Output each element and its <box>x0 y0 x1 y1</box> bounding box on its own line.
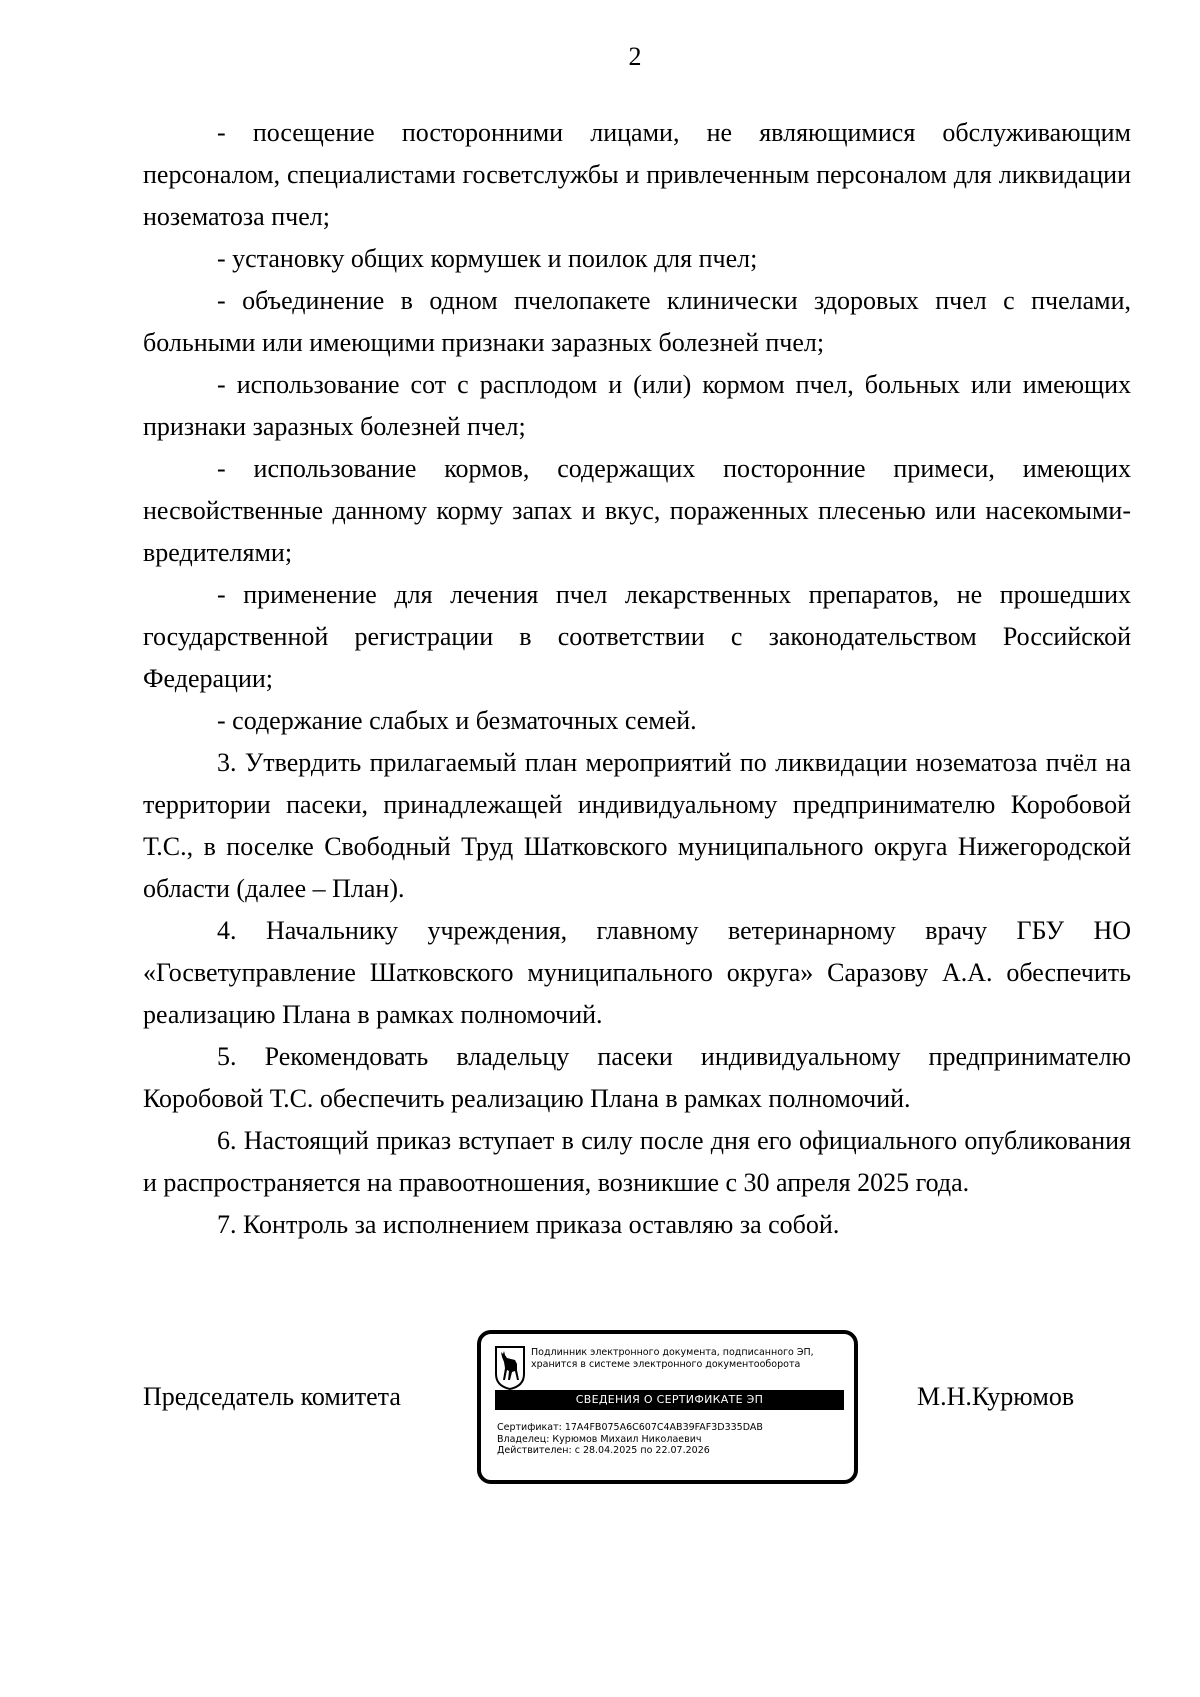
paragraph-ban-combs: - использование сот с расплодом и (или) кормом пчел, больных или имеющих признаки заразных болезней пчел; <box>143 370 1131 441</box>
signatory-name: М.Н.Курюмов <box>917 1382 1075 1411</box>
document-body <box>143 112 1131 1246</box>
paragraph-item-6: 6. Настоящий приказ вступает в силу после дня его официального опубликования и распространяется на правоотношения, возникшие с 30 апреля 2025 года. <box>143 1126 1131 1197</box>
stamp-notice <box>531 1347 851 1371</box>
certificate-validity: Действителен: с 28.04.2025 по 22.07.2026 <box>497 1445 710 1456</box>
stamp-header: СВЕДЕНИЯ О СЕРТИФИКАТЕ ЭП <box>495 1390 844 1410</box>
page-number: 2 <box>628 42 642 71</box>
paragraph-item-3: 3. Утвердить прилагаемый план мероприятий по ликвидации нозематоза пчёл на территории пасеки, принадлежащей индивидуальному предпринимателю Коробовой Т.С., в поселке Свободный Труд Шатковского муниципального округа Нижегородской области (далее – План). <box>143 748 1131 903</box>
paragraph-ban-merging: - объединение в одном пчелопакете клинически здоровых пчел с пчелами, больными или имеющими признаки заразных болезней пчел; <box>143 286 1131 357</box>
paragraph-ban-weak-colonies: - содержание слабых и безматочных семей. <box>217 706 697 735</box>
stamp-notice-line-2: хранится в системе электронного документооборота <box>531 1359 801 1370</box>
paragraph-ban-visitors: - посещение посторонними лицами, не являющимися обслуживающим персоналом, специалистами госветслужбы и привлеченным персоналом для ликвидации нозематоза пчел; <box>143 118 1131 231</box>
paragraph-item-4: 4. Начальнику учреждения, главному ветеринарному врачу ГБУ НО «Госветуправление Шатковского муниципального округа» Саразову А.А. обеспечить реализацию Плана в рамках полномочий. <box>143 916 1131 1029</box>
paragraph-ban-drugs: - применение для лечения пчел лекарственных препаратов, не прошедших государственной регистрации в соответствии с законодательством Российской Федерации; <box>143 580 1131 693</box>
paragraph-item-7: 7. Контроль за исполнением приказа оставляю за собой. <box>217 1210 840 1239</box>
electronic-signature-stamp <box>477 1330 858 1484</box>
paragraph-ban-feeders: - установку общих кормушек и поилок для пчел; <box>217 244 758 273</box>
stamp-notice-line-1: Подлинник электронного документа, подписанного ЭП, <box>531 1347 814 1358</box>
certificate-details <box>497 1422 847 1457</box>
signatory-title: Председатель комитета <box>143 1382 401 1411</box>
certificate-owner: Владелец: Курюмов Михаил Николаевич <box>497 1433 702 1445</box>
coat-of-arms-icon <box>495 1346 525 1390</box>
paragraph-ban-feeds: - использование кормов, содержащих посторонние примеси, имеющих несвойственные данному корму запах и вкус, пораженных плесенью или насекомыми-вредителями; <box>143 454 1131 567</box>
certificate-number: Сертификат: 17A4FB075A6C607C4AB39FAF3D335DAB <box>497 1422 763 1433</box>
paragraph-item-5: 5. Рекомендовать владельцу пасеки индивидуальному предпринимателю Коробовой Т.С. обеспечить реализацию Плана в рамках полномочий. <box>143 1042 1131 1113</box>
